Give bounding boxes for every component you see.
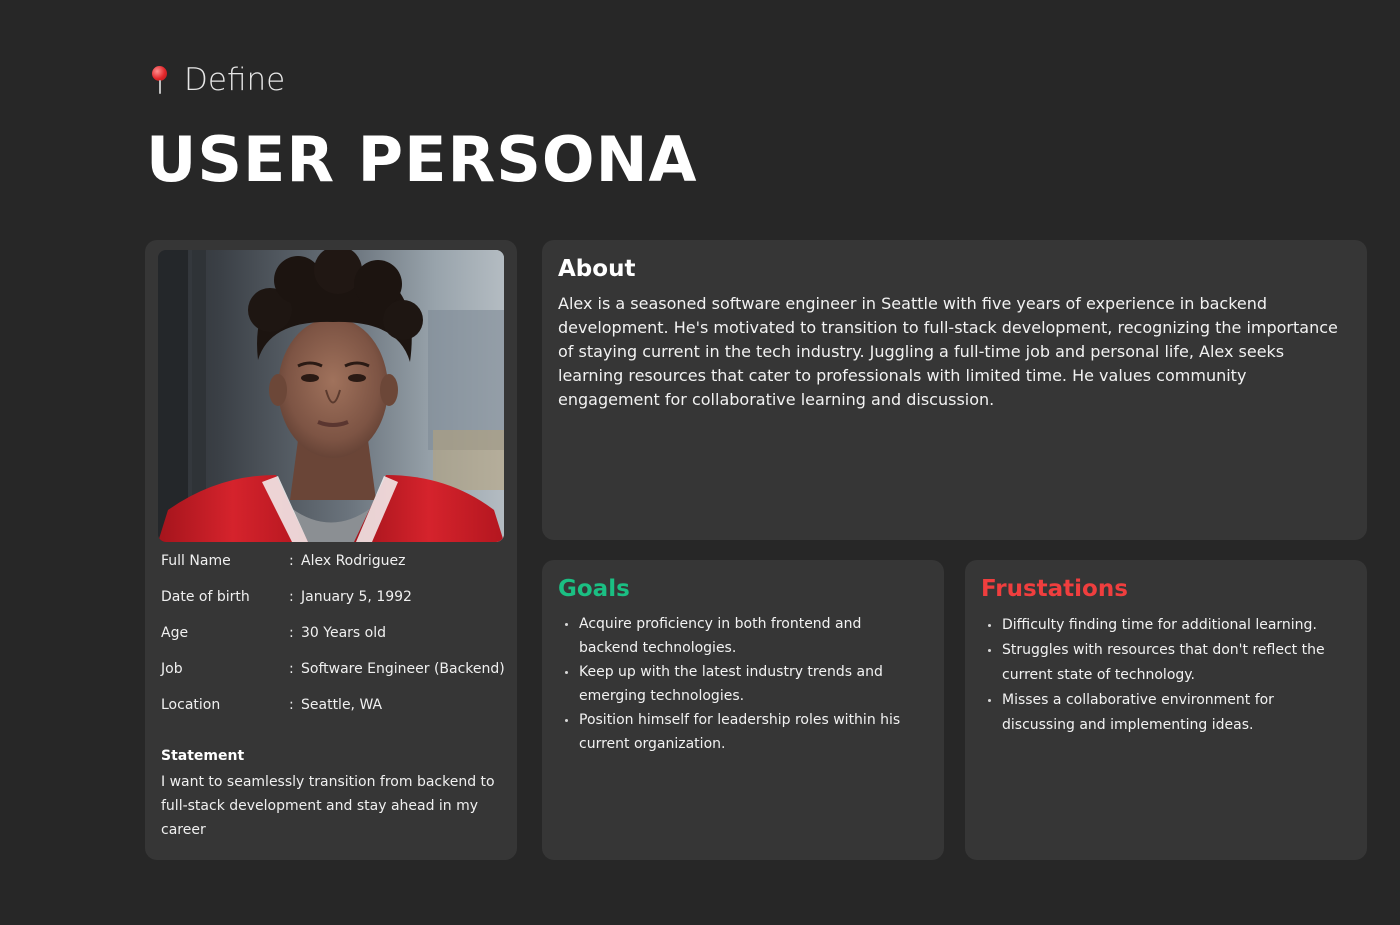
list-item: Acquire proficiency in both frontend and backend technologies. [562,612,924,660]
goals-heading: Goals [558,576,630,602]
list-item: Keep up with the latest industry trends and emerging technologies. [562,660,924,708]
field-label: Full Name [161,553,231,569]
field-date-of-birth [161,589,513,625]
page-title: USER PERSONA [146,123,698,196]
field-label: Location [161,697,221,713]
field-label: Job [161,661,183,677]
field-value: Software Engineer (Backend) [301,661,505,677]
field-location [161,697,513,733]
frustrations-heading: Frustations [981,576,1128,602]
goals-list [562,612,924,756]
about-heading: About [558,256,636,282]
about-text: Alex is a seasoned software engineer in Seattle with five years of experience in backend development. He's motivated to transition to full-stack development, recognizing the importance of staying current in the tech industry. Juggling a full-time job and personal life, Alex seeks learning resources that cater to professionals with limited time. He values community engagement for collaborative learning and discussion. [558,294,1338,409]
pin-icon [146,60,174,100]
list-item: Position himself for leadership roles within his current organization. [562,708,924,756]
field-separator: : [289,661,294,677]
section-kicker [146,60,285,100]
profile-card [145,240,517,860]
field-value: January 5, 1992 [301,589,412,605]
statement-heading: Statement [161,748,245,764]
field-value: Alex Rodriguez [301,553,406,569]
field-separator: : [289,697,294,713]
field-value: 30 Years old [301,625,386,641]
field-separator: : [289,553,294,569]
profile-fields [161,553,513,733]
frustrations-card [965,560,1367,860]
field-separator: : [289,589,294,605]
list-item: Misses a collaborative environment for discussing and implementing ideas. [985,688,1347,738]
field-label: Date of birth [161,589,250,605]
statement-text: I want to seamlessly transition from backend to full-stack development and stay ahead in my career [161,774,495,838]
field-full-name [161,553,513,589]
field-age [161,625,513,661]
frustrations-list [985,613,1347,738]
list-item: Difficulty finding time for additional learning. [985,613,1347,638]
field-label: Age [161,625,189,641]
goals-card [542,560,944,860]
field-value: Seattle, WA [301,697,383,713]
field-job [161,661,513,697]
field-separator: : [289,625,294,641]
list-item: Struggles with resources that don't reflect the current state of technology. [985,638,1347,688]
about-card [542,240,1367,540]
avatar [158,250,504,542]
kicker-label: Define [184,62,286,98]
